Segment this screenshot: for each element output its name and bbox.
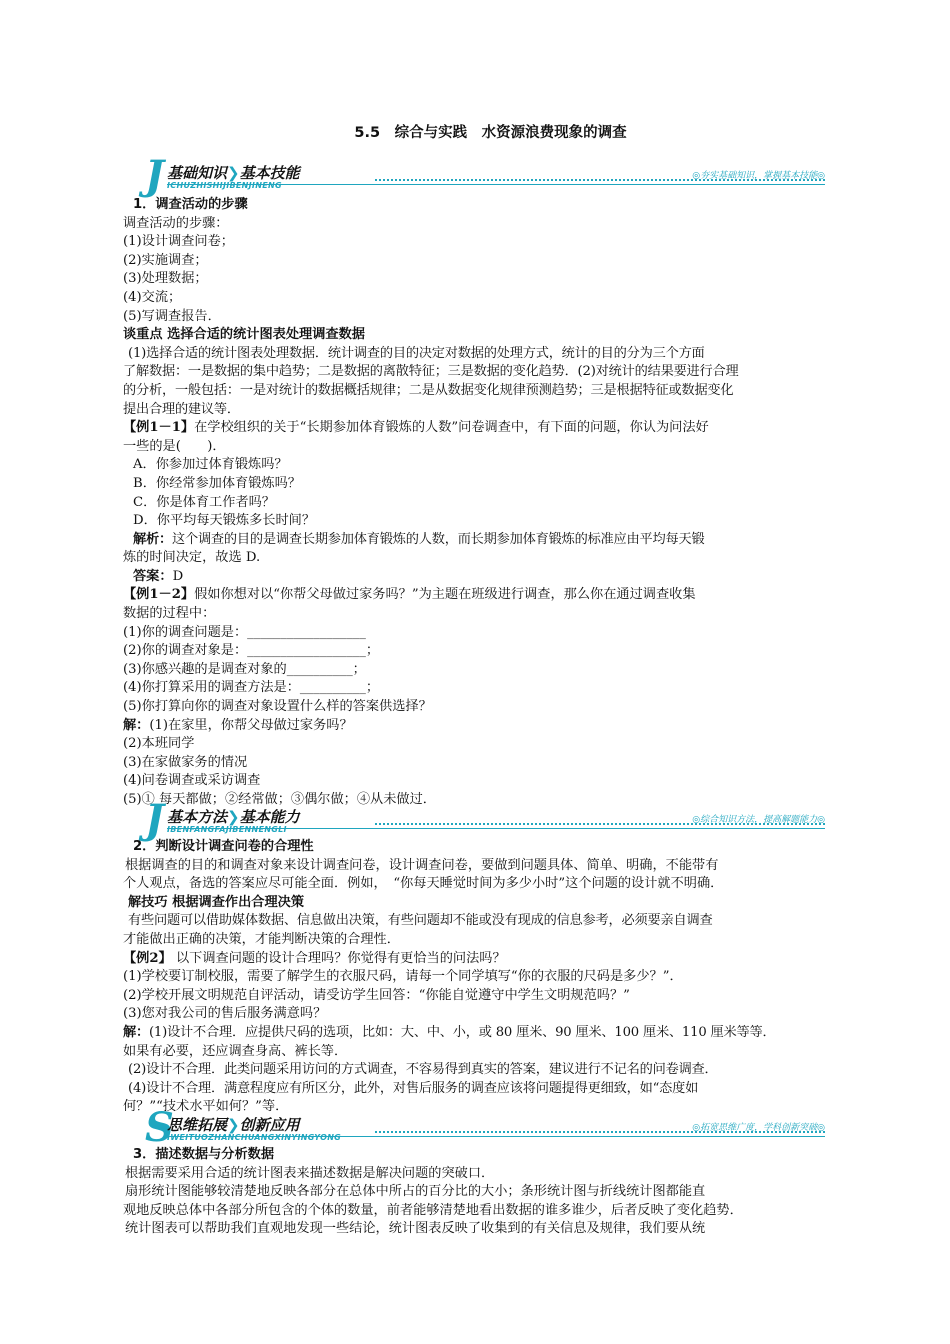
text-line: 的分析，一般包括：一是对统计的数据概括规律；二是从数据变化规律预测趋势；三是根据特征或数据变化 <box>123 382 734 398</box>
text-line: (3)在家做家务的情况 <box>123 754 248 770</box>
analysis-label: 解析： <box>133 531 172 547</box>
text-line: (1)设计调查问卷； <box>123 234 234 250</box>
question-item: (5)你打算向你的调查对象设置什么样的答案供选择？ <box>123 699 432 715</box>
solution-label: 解： <box>123 1024 149 1040</box>
text-line: 个人观点，备选的答案应尽可能全面．例如， “你每天睡觉时间为多少小时”这个问题的设计就不明确． <box>123 876 724 892</box>
section-heading: 2．判断设计调查问卷的合理性 <box>133 839 314 854</box>
question-item: (3)你感兴趣的是调查对象的__________； <box>123 661 366 677</box>
question-item: (2)学校开展文明规范自评活动，请受访学生回答：“你能自觉遵守中学生文明规范吗？” <box>123 987 630 1003</box>
solution-label: 解： <box>123 717 150 733</box>
text-line: (2)设计不合理．此类问题采用访问的方式调查，不容易得到真实的答案，建议进行不记名的问卷调查． <box>128 1062 718 1078</box>
banner-pinyin: ICHUZHISHIJIBENJINENG <box>167 181 282 190</box>
section-banner-basic-knowledge <box>145 152 825 199</box>
section-1 <box>123 196 858 810</box>
text-line: (2)本班同学 <box>123 736 195 752</box>
banner-slogan: ◎夯实基础知识，掌握基本技能◎ <box>692 171 825 181</box>
text-line: 根据需要采用合适的统计图表来描述数据是解决问题的突破口． <box>125 1165 495 1181</box>
text-line: (3)处理数据； <box>123 271 208 287</box>
text-line: (5)写调查报告． <box>123 308 221 324</box>
section-heading: 1．调查活动的步骤 <box>133 197 248 212</box>
text-line: 如果有必要，还应调查身高、裤长等． <box>123 1043 348 1059</box>
text-line: 根据调查的目的和调查对象来设计调查问卷，设计调查问卷，要做到问题具体、简单、明确，不能带有 <box>125 857 719 873</box>
text-line: 提出合理的建议等． <box>123 401 240 417</box>
arrow-icon: ❯ <box>227 164 240 182</box>
option-c: C．你是体育工作者吗？ <box>133 494 275 510</box>
section-3 <box>123 1146 858 1239</box>
banner-heading-2: 创新应用 <box>239 1116 300 1134</box>
text-line: 以下调查问题的设计合理吗？你觉得有更恰当的问法吗？ <box>175 950 506 966</box>
solution <box>123 717 858 736</box>
arrow-icon: ❯ <box>227 1116 240 1134</box>
question-item: (1)学校要订制校服，需要了解学生的衣服尺码，请每一个同学填写“你的衣服的尺码是多少？”． <box>123 969 683 985</box>
text-line: 才能做出正确的决策，才能判断决策的合理性． <box>123 931 400 947</box>
banner-heading-2: 基本能力 <box>239 808 300 826</box>
banner-heading: 基本方法 <box>167 808 228 826</box>
focus-heading <box>123 326 858 345</box>
answer-value: D <box>172 568 184 584</box>
text-line: (4)交流； <box>123 289 182 305</box>
example-2 <box>123 950 858 969</box>
option-a: A．你参加过体育锻炼吗？ <box>133 457 288 473</box>
banner-heading: 基础知识 <box>167 164 228 182</box>
question-item: (3)您对我公司的售后服务满意吗？ <box>123 1006 327 1022</box>
text-line: 这个调查的目的是调查长期参加体育锻炼的人数，而长期参加体育锻炼的标准应由平均每天锻 <box>171 531 705 547</box>
banner-slogan: ◎综合知识方法，提高解题能力◎ <box>692 815 825 825</box>
question-item: (1)你的调查问题是：__________________ <box>123 624 366 640</box>
example-label: 【例1－1】 <box>123 420 195 436</box>
question-item: (4)你打算采用的调查方法是：__________； <box>123 680 380 696</box>
text-line: (1)设计不合理．应提供尺码的选项，比如：大、中、小，或 80 厘米、90 厘米、100 厘米、110 厘米等等． <box>148 1024 776 1040</box>
text-line: (2)实施调查； <box>123 252 208 268</box>
focus-title: 选择合适的统计图表处理调查数据 <box>167 327 365 343</box>
question-item: (2)你的调查对象是：__________________； <box>123 643 380 659</box>
text-line: 一些的是( )． <box>123 438 226 454</box>
example-1-2 <box>123 586 858 605</box>
text-line: 调查活动的步骤： <box>123 215 229 231</box>
text-line: 炼的时间决定，故选 D. <box>123 550 261 566</box>
analysis <box>123 531 858 550</box>
banner-pinyin: IBENFANGFAJIBENNENGLI <box>167 825 287 834</box>
tip-title: 根据调查作出合理决策 <box>172 894 305 910</box>
text-line: (4)设计不合理．满意程度应有所区分，此外，对售后服务的调查应该将问题提得更细致，如“态度如 <box>128 1080 699 1096</box>
text-line: 观地反映总体中各部分所包含的个体的数量，前者能够清楚地看出数据的谁多谁少，后者反映了变化趋势． <box>123 1202 743 1218</box>
text-line: 何？”“技术水平如何？”等． <box>123 1099 289 1115</box>
text-line: 了解数据：一是数据的集中趋势；二是数据的离散特征；三是数据的变化趋势．(2)对统计的结果要进行合理 <box>123 364 739 380</box>
banner-pinyin: IWEITUOZHANCHUANGXINYINGYONG <box>167 1133 342 1142</box>
option-d: D．你平均每天锻炼多长时间？ <box>133 513 316 529</box>
section-heading: 3．描述数据与分析数据 <box>133 1147 275 1162</box>
text-line: (1)选择合适的统计图表处理数据．统计调查的目的决定对数据的处理方式，统计的目的分为三个方面 <box>128 345 705 361</box>
text-line: 统计图表可以帮助我们直观地发现一些结论，统计图表反映了收集到的有关信息及规律，我们要从统 <box>125 1221 706 1237</box>
tip-heading <box>123 894 858 913</box>
banner-heading-2: 基本技能 <box>239 164 300 182</box>
text-line: (5)① 每天都做；②经常做；③偶尔做；④从未做过． <box>123 792 436 807</box>
text-line: (4)问卷调查或采访调查 <box>123 773 261 789</box>
example-label: 【例1－2】 <box>123 587 195 603</box>
focus-label: 谈重点 <box>123 327 163 343</box>
banner-initial: J <box>145 152 164 199</box>
text-line: 假如你想对以“你帮父母做过家务吗？”为主题在班级进行调查，那么你在通过调查收集 <box>194 587 696 603</box>
arrow-icon: ❯ <box>227 808 240 826</box>
text-line: 有些问题可以借助媒体数据、信息做出决策，有些问题却不能或没有现成的信息参考，必须要亲自调查 <box>128 913 713 929</box>
banner-initial: S <box>145 1104 174 1151</box>
example-1-1 <box>123 419 858 438</box>
answer <box>123 568 858 587</box>
section-2 <box>123 838 858 1117</box>
banner-heading: 思维拓展 <box>167 1116 228 1134</box>
solution <box>123 1024 858 1043</box>
answer-label: 答案： <box>133 568 173 584</box>
tip-label: 解技巧 <box>128 894 168 910</box>
text-line: (1)在家里，你帮父母做过家务吗？ <box>149 717 353 733</box>
banner-slogan: ◎拓宽思维广度，学科创新突破◎ <box>692 1123 825 1133</box>
text-line: 在学校组织的关于“长期参加体育锻炼的人数”问卷调查中，有下面的问题，你认为问法好 <box>194 420 709 436</box>
text-line: 扇形统计图能够较清楚地反映各部分在总体中所占的百分比的大小；条形统计图与折线统计图都能直 <box>125 1184 706 1200</box>
banner-initial: J <box>145 796 164 843</box>
text-line: 数据的过程中： <box>123 606 216 622</box>
option-b: B．你经常参加体育锻炼吗？ <box>133 475 301 491</box>
example-label: 【例2】 <box>123 950 172 966</box>
page-title: 5.5 综合与实践 水资源浪费现象的调查 <box>354 125 627 141</box>
